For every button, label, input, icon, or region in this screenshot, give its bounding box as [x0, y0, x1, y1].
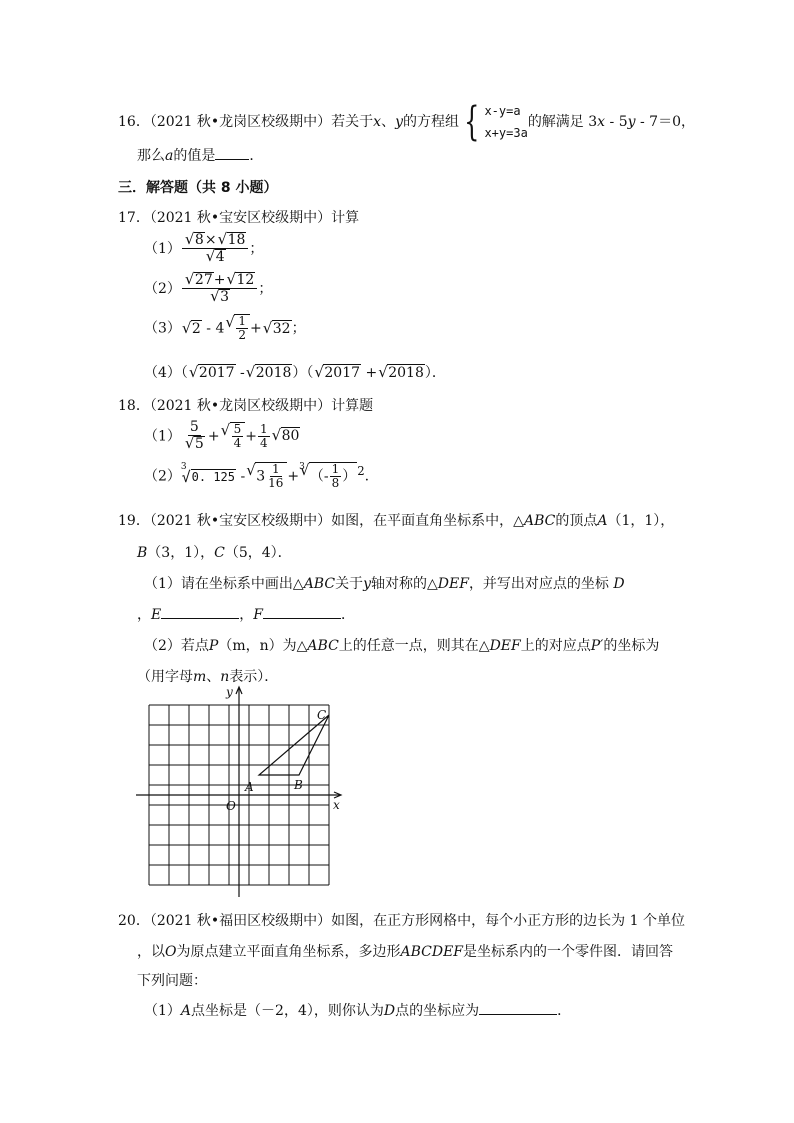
radical: √ 5: [194, 436, 205, 452]
minus-sign: -: [236, 468, 246, 485]
q17-part1: [144, 232, 263, 266]
q18-number: 18．: [118, 398, 150, 414]
equation-system: [484, 100, 527, 144]
end-mark: ；: [258, 280, 273, 297]
q20-sub1: [144, 1000, 571, 1020]
q17-source: （2021 秋•宝安区校级期中）: [149, 210, 332, 226]
q19-sub2-line2: [137, 666, 278, 686]
sub2-text: （用字母: [137, 669, 193, 685]
q20-source: （2021 秋•福田区校级期中）: [149, 913, 332, 929]
q20-text: 点坐标是（－2，4），则你认为: [191, 1003, 384, 1019]
var-m: m: [193, 669, 207, 685]
root-index: 3: [180, 462, 187, 472]
paren: ）: [342, 468, 357, 485]
radical: √ 27: [194, 272, 214, 288]
part-label: （4）: [144, 365, 181, 381]
label-x: x: [333, 798, 340, 812]
label-B: B: [294, 778, 303, 792]
q20-text: 是坐标系内的一个零件图．请回答: [463, 944, 674, 960]
sub1-text: 轴对称的△: [370, 576, 438, 592]
q17-part2: [144, 272, 272, 306]
q19-line1: [118, 510, 674, 530]
coordinate-grid-figure: [130, 685, 350, 900]
radical: √ 3: [219, 289, 230, 305]
denominator: 16: [268, 476, 284, 491]
sub2-text: 表示）．: [229, 669, 279, 685]
plus-sign: +: [287, 468, 300, 485]
denominator: 4: [259, 435, 268, 450]
denominator: 2: [238, 328, 247, 343]
q19-sub1: [144, 573, 625, 593]
sub2-text: 的坐标为: [603, 638, 660, 654]
q20-text: 为原点建立平面直角坐标系，多边形: [176, 944, 401, 960]
q19-sub2: [144, 635, 659, 655]
end-mark: .: [364, 468, 370, 485]
numerator: 1: [259, 421, 268, 436]
sub1-text: （1）请在坐标系中画出△: [144, 576, 304, 592]
q16-line2b: 的值是: [173, 148, 216, 164]
coord-B: （3，1），: [147, 545, 215, 561]
q19-intro: 如图，在平面直角坐标系中，△: [331, 513, 524, 529]
answer-blank[interactable]: [215, 147, 249, 160]
paren: （: [180, 365, 188, 381]
denominator: 8: [331, 476, 340, 491]
answer-blank[interactable]: [479, 1002, 557, 1015]
sep: 、: [206, 669, 221, 685]
var-y-2: y: [627, 114, 636, 130]
radical: √ 2018: [255, 364, 293, 381]
numerator: 1: [331, 462, 340, 476]
numerator: 5: [189, 419, 199, 435]
plus-sign: +: [361, 365, 378, 381]
plus-sign: +: [207, 428, 220, 445]
radical: √ 2: [191, 320, 202, 337]
var-x-2: x: [597, 114, 606, 130]
numerator: 1: [271, 462, 280, 476]
label-O: O: [226, 799, 236, 813]
q16-line1: [118, 100, 695, 144]
q18-part2: [144, 462, 369, 490]
q16-text: 若关于: [331, 114, 374, 130]
denominator: 4: [233, 435, 242, 450]
numerator: √ 5: [233, 421, 242, 436]
times-sign: ×: [204, 232, 217, 248]
point-A: A: [597, 513, 608, 529]
var-a: a: [165, 148, 174, 164]
coord-C: （5，4）．: [224, 545, 292, 561]
fraction: [182, 420, 207, 453]
brace-icon: {: [464, 99, 480, 145]
label-C: C: [317, 708, 327, 722]
radical: √ 18: [227, 232, 247, 248]
part-label: （3）: [144, 320, 181, 337]
q17-part3: [144, 314, 306, 342]
plus-sign: +: [213, 272, 226, 288]
coord-mn: （m，n）: [218, 638, 283, 654]
part-label: （1）: [144, 1003, 181, 1019]
radical: √ 0. 125: [191, 469, 236, 484]
section-heading: 三．解答题（共 8 小题）: [118, 180, 278, 196]
var-n: n: [220, 669, 230, 685]
part-label: （2）: [144, 280, 181, 297]
q16-text2: 的方程组: [403, 114, 459, 130]
comma: ，: [239, 607, 254, 623]
q19-number: 19．: [118, 513, 150, 529]
q17-title: [118, 207, 359, 227]
triangle-def: DEF: [437, 576, 469, 592]
end-mark: ）．: [424, 365, 446, 381]
point-C: C: [214, 545, 225, 561]
paren: ）（: [292, 365, 314, 381]
sub2-text: （2）若点: [144, 638, 209, 654]
exponent: 2: [357, 464, 365, 479]
triangle-name: ABC: [303, 576, 336, 592]
axis-y: y: [363, 576, 371, 592]
answer-blank-E[interactable]: [161, 606, 239, 619]
part-label: （2）: [144, 468, 181, 485]
q16-number: 16．: [118, 114, 150, 130]
q20-line1: [118, 910, 685, 930]
end-mark: ．: [340, 607, 355, 623]
radical: √ 2017: [323, 364, 361, 381]
q18-task: 计算题: [331, 398, 374, 414]
fraction: [258, 423, 270, 450]
paren: （-: [309, 468, 329, 485]
triangle-def: DEF: [489, 638, 521, 654]
label-A: A: [245, 780, 254, 794]
radical: √ 4: [215, 249, 226, 265]
q20-text: 点的坐标应为: [395, 1003, 480, 1019]
equation-1: x-y=a: [484, 104, 521, 118]
q18-title: [118, 395, 373, 415]
label-y: y: [226, 685, 233, 699]
q19-line2: [137, 542, 292, 562]
q16-sep: 、: [381, 114, 396, 130]
fraction: [182, 232, 248, 266]
triangle-name: ABC: [307, 638, 339, 654]
q16-text3c: - 7＝0，: [635, 114, 695, 130]
root-index: 3: [299, 462, 305, 472]
fraction: [182, 272, 257, 306]
point-P-prime: P′: [590, 638, 604, 654]
q16-text3: 的解满足 3: [527, 114, 598, 130]
q20-text: ，以: [137, 944, 165, 960]
end-mark: ；: [249, 240, 264, 257]
radical: √ 8: [194, 232, 205, 248]
q20-text: 如图，在正方形网格中，每个小正方形的边长为 1 个单位: [331, 913, 685, 929]
radical: √ 2017: [198, 364, 236, 381]
point-E: E: [151, 607, 162, 623]
point-B: B: [137, 545, 148, 561]
q18-source: （2021 秋•龙岗区校级期中）: [149, 398, 332, 414]
origin-O: O: [165, 944, 177, 960]
plus-sign: +: [250, 320, 262, 337]
end-mark: ．: [557, 1003, 572, 1019]
sub2-text: 上的对应点: [520, 638, 591, 654]
triangle-name: ABC: [523, 513, 556, 529]
point-P: P: [208, 638, 219, 654]
sub1-text: ，并写出对应点的坐标: [468, 576, 609, 592]
point-A: A: [180, 1003, 192, 1019]
polygon-name: ABCDEF: [400, 944, 464, 960]
q17-part4: [144, 362, 446, 382]
q16-source: （2021 秋•龙岗区校级期中）: [149, 114, 332, 130]
minus-sign: -: [235, 365, 245, 381]
minus-term: - 4: [201, 320, 225, 337]
q16-line2: [137, 145, 263, 165]
q18-part1: [144, 420, 300, 453]
point-F: F: [253, 607, 263, 623]
end-mark: ；: [291, 320, 306, 337]
var-x: x: [373, 114, 382, 130]
q20-line2: [137, 941, 673, 961]
q20-number: 20．: [118, 913, 150, 929]
q16-end: ．: [249, 148, 264, 164]
radical: √ 80: [281, 427, 301, 444]
q19-intro2: 的顶点: [555, 513, 598, 529]
answer-blank-F[interactable]: [263, 606, 341, 619]
q19-sub1-line2: [137, 604, 355, 624]
numerator: √ 1: [238, 314, 247, 328]
plus-sign: +: [245, 428, 257, 445]
q19-source: （2021 秋•宝安区校级期中）: [149, 513, 332, 529]
sub2-text: 上的任意一点，则其在△: [338, 638, 490, 654]
sub2-text: 为△: [282, 638, 308, 654]
radical: √ 2018: [387, 364, 425, 381]
sub1-text: 关于: [335, 576, 364, 592]
part-label: （1）: [144, 240, 181, 257]
q17-number: 17．: [118, 210, 150, 226]
q20-text: 下列问题：: [137, 973, 207, 989]
q16-text3b: - 5: [605, 114, 628, 130]
q20-line3: [137, 970, 207, 990]
q16-line2a: 那么: [137, 148, 165, 164]
equation-2: x+y=3a: [484, 126, 528, 140]
q17-task: 计算: [331, 210, 360, 226]
part-label: （1）: [144, 428, 181, 445]
var-y: y: [395, 114, 403, 130]
radical: √ 12: [235, 272, 255, 288]
coord-A: （1，1），: [607, 513, 675, 529]
point-D: D: [383, 1003, 396, 1019]
point-D: D: [613, 576, 625, 592]
radical: √ 32: [272, 320, 292, 337]
comma: ，: [137, 607, 151, 623]
whole-part: 3: [256, 468, 266, 485]
